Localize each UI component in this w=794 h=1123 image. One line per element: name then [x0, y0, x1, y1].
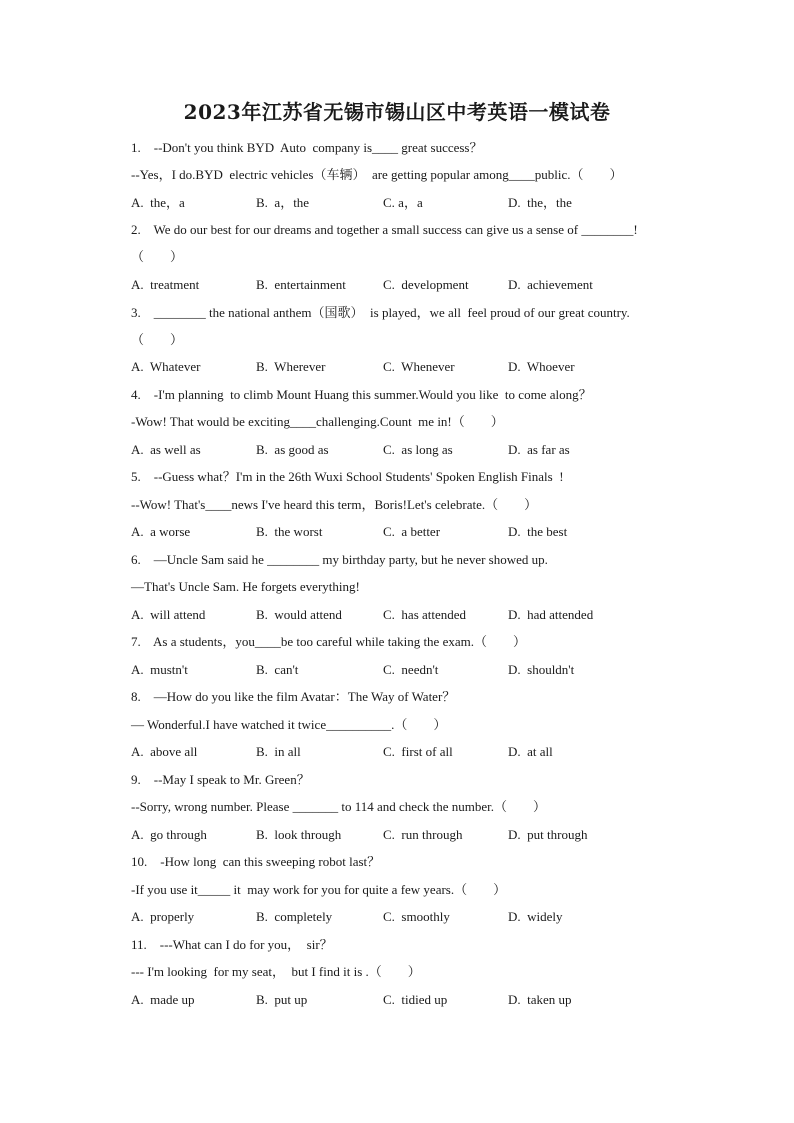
question-5-line-1: 5. --Guess what？I'm in the 26th Wuxi School Students' Spoken English Finals !: [131, 469, 564, 484]
question-11-line-1: 11. ---What can I do for you， sir？: [131, 937, 333, 952]
question-4-option-a: A. as well as: [131, 442, 201, 457]
page-title: 2023年江苏省无锡市锡山区中考英语一模试卷: [183, 100, 611, 124]
question-6-option-a: A. will attend: [131, 607, 206, 622]
question-2-line-1: 2. We do our best for our dreams and together a small success can give us a sense of ________!: [131, 222, 638, 237]
question-9-option-b: B. look through: [256, 827, 342, 842]
question-4-line-1: 4. -I'm planning to climb Mount Huang this summer.Would you like to come along？: [131, 387, 592, 402]
question-11-line-2: --- I'm looking for my seat， but I find it is .（ ）: [131, 964, 421, 979]
question-9-line-1: 9. --May I speak to Mr. Green？: [131, 772, 310, 787]
question-4-option-b: B. as good as: [256, 442, 329, 457]
question-10-option-c: C. smoothly: [383, 909, 450, 924]
question-1-option-b: B. a，the: [256, 195, 310, 210]
question-2-option-b: B. entertainment: [256, 277, 346, 292]
question-4-option-c: C. as long as: [383, 442, 453, 457]
question-6-option-d: D. had attended: [508, 607, 594, 622]
question-6-option-b: B. would attend: [256, 607, 342, 622]
question-3-line-2: （ ）: [131, 332, 184, 347]
question-10-option-a: A. properly: [131, 909, 195, 924]
question-3-line-1: 3. ________ the national anthem（国歌） is played，we all feel proud of our great country.: [131, 305, 630, 320]
question-1-option-c: C. a，a: [383, 195, 423, 210]
question-4-option-d: D. as far as: [508, 442, 570, 457]
question-10-option-d: D. widely: [508, 909, 563, 924]
question-9-option-d: D. put through: [508, 827, 588, 842]
question-7-option-c: C. needn't: [383, 662, 439, 677]
question-2-option-a: A. treatment: [131, 277, 200, 292]
question-1-line-2: --Yes，I do.BYD electric vehicles（车辆） are getting popular among____public.（ ）: [131, 167, 623, 182]
question-6-line-2: —That's Uncle Sam. He forgets everything!: [131, 579, 360, 594]
question-8-option-d: D. at all: [508, 744, 553, 759]
question-8-option-b: B. in all: [256, 744, 301, 759]
question-7-option-a: A. mustn't: [131, 662, 188, 677]
question-3-option-d: D. Whoever: [508, 359, 575, 374]
question-1-line-1: 1. --Don't you think BYD Auto company is____ great success？: [131, 140, 483, 155]
question-2-option-c: C. development: [383, 277, 469, 292]
question-1-option-a: A. the，a: [131, 195, 185, 210]
question-2-option-d: D. achievement: [508, 277, 593, 292]
question-7-line-1: 7. As a students，you____be too careful while taking the exam.（ ）: [131, 634, 526, 649]
question-2-line-2: （ ）: [131, 249, 184, 264]
question-6-option-c: C. has attended: [383, 607, 467, 622]
question-8-option-c: C. first of all: [383, 744, 453, 759]
question-7-option-d: D. shouldn't: [508, 662, 575, 677]
question-11-option-d: D. taken up: [508, 992, 572, 1007]
question-9-line-2: --Sorry, wrong number. Please _______ to 114 and check the number.（ ）: [131, 799, 546, 814]
question-10-line-2: -If you use it_____ it may work for you for quite a few years.（ ）: [131, 882, 507, 897]
question-3-option-a: A. Whatever: [131, 359, 201, 374]
question-4-line-2: -Wow! That would be exciting____challenging.Count me in!（ ）: [131, 414, 504, 429]
question-5-option-b: B. the worst: [256, 524, 323, 539]
question-6-line-1: 6. —Uncle Sam said he ________ my birthday party, but he never showed up.: [131, 552, 548, 567]
question-11-option-c: C. tidied up: [383, 992, 448, 1007]
question-8-line-2: — Wonderful.I have watched it twice__________.（ ）: [131, 717, 447, 732]
question-7-option-b: B. can't: [256, 662, 299, 677]
question-11-option-a: A. made up: [131, 992, 195, 1007]
question-3-option-c: C. Whenever: [383, 359, 455, 374]
question-8-option-a: A. above all: [131, 744, 198, 759]
question-11-option-b: B. put up: [256, 992, 308, 1007]
question-10-option-b: B. completely: [256, 909, 333, 924]
question-1-option-d: D. the，the: [508, 195, 572, 210]
question-5-line-2: --Wow! That's____news I've heard this term，Boris!Let's celebrate.（ ）: [131, 497, 538, 512]
question-10-line-1: 10. -How long can this sweeping robot last？: [131, 854, 381, 869]
question-8-line-1: 8. —How do you like the film Avatar：The Way of Water？: [131, 689, 456, 704]
question-9-option-a: A. go through: [131, 827, 207, 842]
question-5-option-c: C. a better: [383, 524, 441, 539]
question-9-option-c: C. run through: [383, 827, 463, 842]
question-5-option-a: A. a worse: [131, 524, 191, 539]
question-5-option-d: D. the best: [508, 524, 568, 539]
question-3-option-b: B. Wherever: [256, 359, 326, 374]
